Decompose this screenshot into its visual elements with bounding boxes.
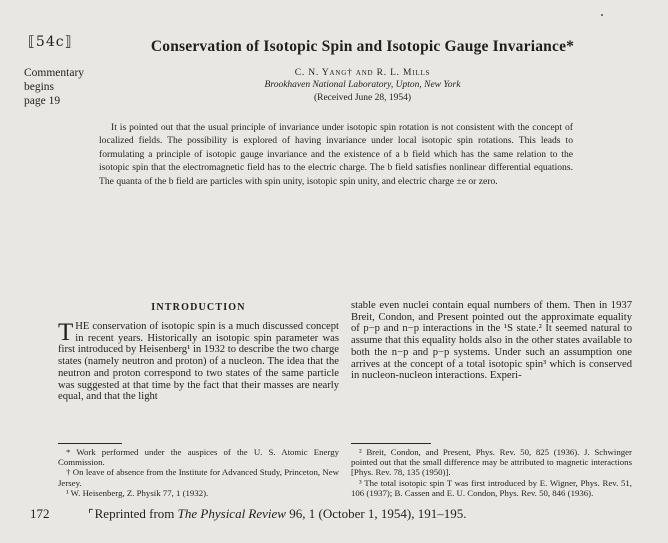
commentary-annotation [24, 66, 84, 108]
reprint-suffix: 96, 1 (October 1, 1954), 191–195. [285, 506, 467, 521]
reprint-number-label: ⟦54c⟧ [28, 34, 73, 50]
annotation-line: page 19 [24, 95, 61, 107]
footnote [58, 488, 339, 498]
paper-affiliation: Brookhaven National Laboratory, Upton, New York [264, 80, 461, 90]
footnote [58, 447, 339, 467]
page-number: 172 [30, 506, 50, 521]
reprint-source-title: The Physical Review [177, 506, 286, 521]
footnote [58, 467, 339, 487]
footnote [351, 447, 632, 478]
scan-speck [601, 14, 603, 16]
footnote-text: ¹ W. Heisenberg, Z. Physik 77, 1 (1932). [66, 487, 209, 498]
left-paragraph-text: HE conservation of isotopic spin is a much discussed concept in recent years. Historically an isotopic spin parameter was first introduced by Heisenberg¹ in 1932 to describe the two charge states (namely neutron and proton) of a nucleon. The idea that the neutron and proton correspond to two states of the same particle was suggested at that time by the fact that their masses are nearly equal, and that the light [58, 321, 339, 403]
dropcap-letter: T [58, 319, 74, 346]
footnote-rule [351, 443, 431, 444]
left-column [58, 300, 339, 498]
two-column-body [58, 300, 632, 498]
paper-abstract [99, 121, 573, 188]
footnote-text: ² Breit, Condon, and Present, Phys. Rev. 50, 825 (1936). J. Schwinger pointed out that the small difference may be attributed to magnetic interactions [Phys. Rev. 78, 135 (1950)]. [351, 446, 632, 478]
received-date: (Received June 28, 1954) [313, 93, 412, 103]
paper-title: Conservation of Isotopic Spin and Isotopic Gauge Invariance* [150, 38, 575, 55]
right-paragraph-text: stable even nuclei contain equal numbers of them. Then in 1937 Breit, Condon, and Present pointed out the approximate equality of p−p and n−p interactions in the ¹S state.² It seemed natural to assume that this equality holds also in the other states available to both the n−p and p−p systems. Under such an assumption one arrives at the concept of a total isotopic spin³ which is conserved in nucleon-nucleon interactions. Experi- [351, 300, 632, 382]
footnote-rule [58, 443, 122, 444]
page-footer [30, 506, 640, 522]
annotation-line: Commentary [24, 67, 85, 79]
footnote-text: ³ The total isotopic spin T was first introduced by E. Wigner, Phys. Rev. 51, 106 (1937); B. Cassen and E. U. Condon, Phys. Rev. 50, 846 (1936). [351, 477, 632, 498]
footnote-text: † On leave of absence from the Institute for Advanced Study, Princeton, New Jersey. [58, 467, 339, 488]
right-column-paragraph [351, 300, 632, 382]
reprint-prefix: Reprinted from [94, 506, 178, 521]
introduction-heading: INTRODUCTION [151, 302, 246, 313]
annotation-line: begins [24, 81, 55, 93]
paper-header [90, 38, 635, 103]
left-column-paragraph [58, 321, 339, 403]
abstract-text: It is pointed out that the usual principle of invariance under isotopic spin rotation is not consistent with the concept of localized fields. The possibility is explored of having invariance under local isotopic spin rotations. This leads to formulating a principle of isotopic gauge invariance and the existence of a b field which has the same relation to the isotopic spin that the electromagnetic field has to the electric charge. The b field satisfies nonlinear differential equations. The quanta of the b field are particles with spin unity, isotopic spin unity, and electric charge ±e or zero. [99, 122, 573, 187]
left-footnote-area [58, 443, 339, 498]
corner-mark-icon: ⌜ [88, 507, 94, 521]
paper-authors: C. N. Yang† and R. L. Mills [294, 68, 431, 78]
footnote-text: * Work performed under the auspices of the U. S. Atomic Energy Commission. [58, 446, 339, 468]
reprint-citation [88, 506, 467, 522]
footnote [351, 478, 632, 498]
right-column [351, 300, 632, 498]
right-footnote-area [351, 443, 632, 498]
